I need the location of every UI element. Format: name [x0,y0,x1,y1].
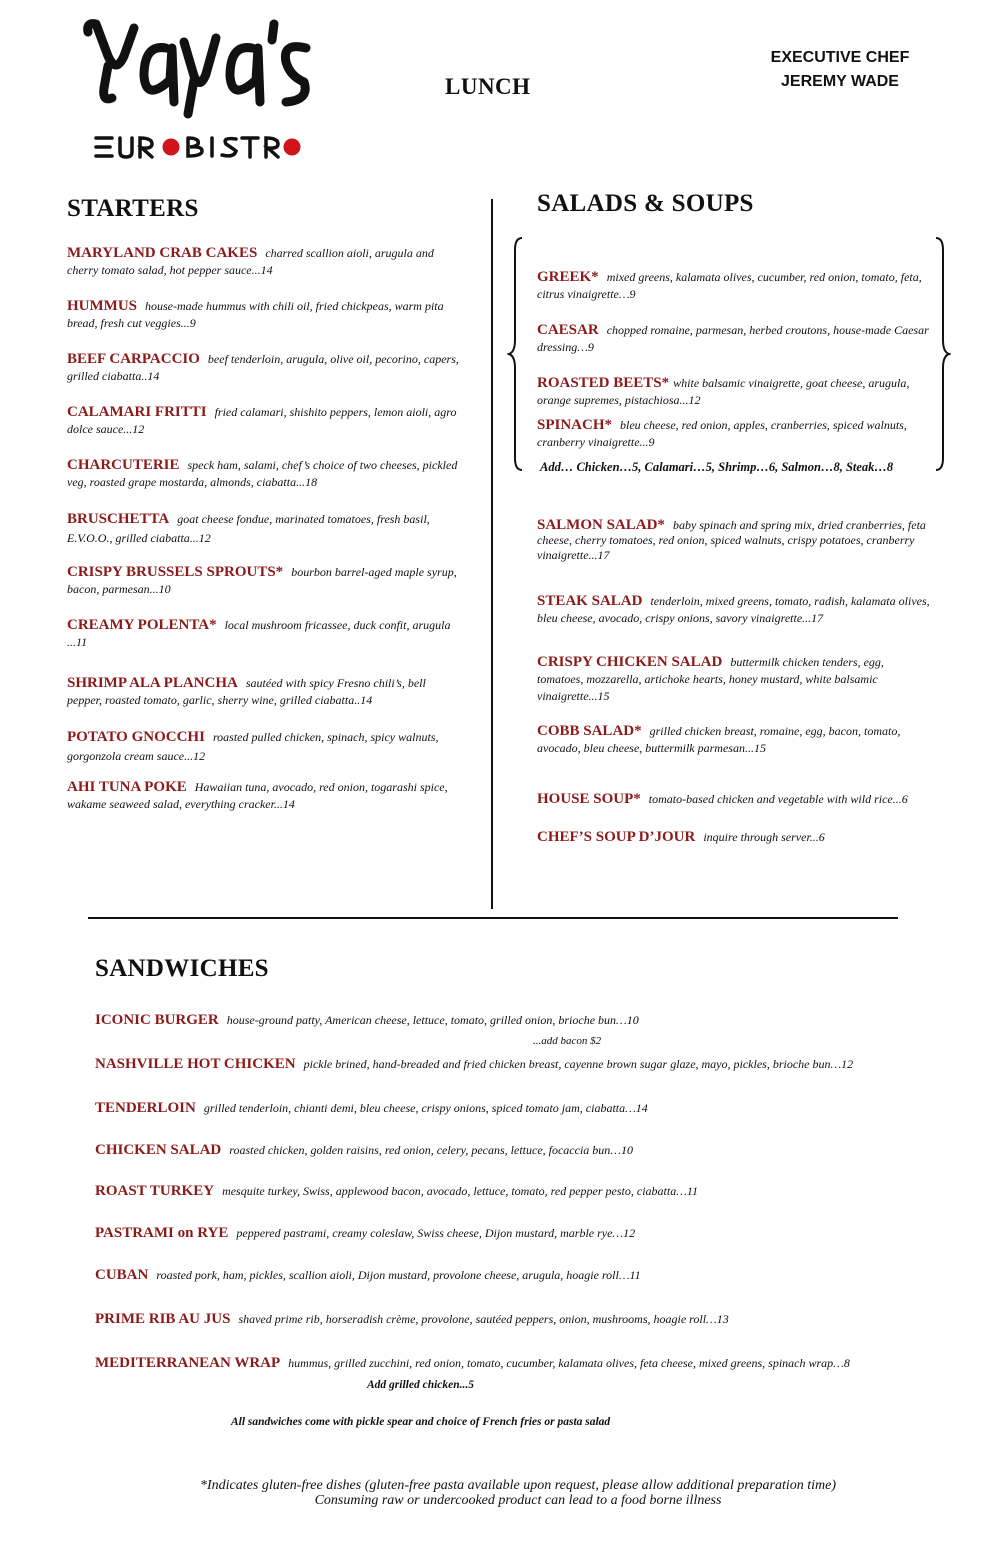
gluten-free-note: *Indicates gluten-free dishes (gluten-free pasta available upon request, please allow additional preparation time) [200,1478,836,1493]
menu-item: SPINACH* bleu cheese, red onion, apples, cranberries, spiced walnuts, cranberry vinaigrette...9 [537,417,907,449]
menu-item: HOUSE SOUP* tomato-based chicken and vegetable with wild rice...6 [537,791,908,807]
menu-item: NASHVILLE HOT CHICKEN pickle brined, hand-breaded and fried chicken breast, cayenne brown sugar glaze, mayo, pickles, brioche bun…12 [95,1056,854,1072]
menu-item: TENDERLOIN grilled tenderloin, chianti demi, bleu cheese, crispy onions, spiced tomato jam, ciabatta…14 [95,1100,648,1116]
menu-item: CUBAN roasted pork, ham, pickles, scallion aioli, Dijon mustard, provolone cheese, arugula, hoagie roll…11 [95,1267,641,1283]
menu-item: CREAMY POLENTA* local mushroom fricassee, duck confit, arugula ...11 [67,617,451,649]
logo-script-mark [82,18,314,128]
menu-item: SALMON SALAD* baby spinach and spring mix, dried cranberries, feta cheese, cherry tomatoes, red onion, spiced walnuts, crispy potatoes, cranberry vinaigrette...17 [537,517,926,562]
chef-title: EXECUTIVE CHEF [770,49,910,66]
menu-item: CAESAR chopped romaine, parmesan, herbed croutons, house-made Caesar dressing…9 [537,322,929,354]
logo-subtext [92,134,302,160]
salads-soups-heading: SALADS & SOUPS [537,190,754,217]
menu-item: ROAST TURKEY mesquite turkey, Swiss, applewood bacon, avocado, lettuce, tomato, red pepper pesto, ciabatta…11 [95,1183,698,1199]
chef-credit [740,46,940,94]
column-divider [491,199,493,909]
right-brace [933,236,951,472]
raw-food-warning: Consuming raw or undercooked product can lead to a food borne illness [314,1493,722,1508]
wrap-addon-note: Add grilled chicken...5 [367,1379,475,1391]
menu-item: CHICKEN SALAD roasted chicken, golden raisins, red onion, celery, pecans, lettuce, focaccia bun…10 [95,1142,633,1158]
menu-item: BRUSCHETTA goat cheese fondue, marinated tomatoes, fresh basil, E.V.O.O., grilled ciabatta...12 [67,511,430,545]
menu-item: POTATO GNOCCHI roasted pulled chicken, spinach, spicy walnuts, gorgonzola cream sauce...12 [67,729,439,763]
section-divider [88,917,898,919]
menu-item: CHARCUTERIE speck ham, salami, chef’s choice of two cheeses, pickled veg, roasted grape mostarda, almonds, ciabatta...18 [67,457,458,489]
menu-item: PRIME RIB AU JUS shaved prime rib, horseradish crème, provolone, sautéed peppers, onion, mushrooms, hoagie roll…13 [95,1311,729,1327]
menu-title: LUNCH [445,74,531,99]
left-brace [507,236,525,472]
menu-item: COBB SALAD* grilled chicken breast, romaine, egg, bacon, tomato, avocado, bleu cheese, buttermilk parmesan...15 [537,723,901,755]
menu-item: MARYLAND CRAB CAKES charred scallion aioli, arugula and cherry tomato salad, hot pepper sauce...14 [67,245,434,277]
menu-item: STEAK SALAD tenderloin, mixed greens, tomato, radish, kalamata olives, bleu cheese, avocado, crispy onions, savory vinaigrette...17 [537,593,930,625]
chef-name: JEREMY WADE [781,73,899,90]
menu-item: BEEF CARPACCIO beef tenderloin, arugula, olive oil, pecorino, capers, grilled ciabatta..14 [67,351,459,383]
menu-item: MEDITERRANEAN WRAP hummus, grilled zucchini, red onion, tomato, cucumber, kalamata olives, feta cheese, mixed greens, spinach wrap…8 [95,1355,850,1371]
starters-heading: STARTERS [67,195,199,222]
salad-addon-note: Add… Chicken…5, Calamari…5, Shrimp…6, Salmon…8, Steak…8 [540,460,894,474]
menu-item: AHI TUNA POKE Hawaiian tuna, avocado, red onion, togarashi spice, wakame seaweed salad, everything cracker...14 [67,779,448,811]
menu-item: CHEF’S SOUP D’JOUR inquire through server...6 [537,829,825,845]
logo [82,18,314,128]
menu-item: HUMMUS house-made hummus with chili oil, fried chickpeas, warm pita bread, fresh cut veggies...9 [67,298,444,330]
sandwiches-heading: SANDWICHES [95,955,269,982]
menu-item: ICONIC BURGER house-ground patty, American cheese, lettuce, tomato, grilled onion, brioche bun…10 [95,1012,639,1028]
menu-item: GREEK* mixed greens, kalamata olives, cucumber, red onion, tomato, feta, citrus vinaigrette…9 [537,269,922,301]
menu-item: SHRIMP ALA PLANCHA sautéed with spicy Fresno chili’s, bell pepper, roasted tomato, garlic, sherry wine, grilled ciabatta..14 [67,675,426,707]
bacon-addon-note: ...add bacon $2 [533,1035,602,1047]
menu-item: PASTRAMI on RYE peppered pastrami, creamy coleslaw, Swiss cheese, Dijon mustard, marble rye…12 [95,1225,636,1241]
menu-item: CRISPY BRUSSELS SPROUTS* bourbon barrel-aged maple syrup, bacon, parmesan...10 [67,564,457,596]
menu-item: CRISPY CHICKEN SALAD buttermilk chicken tenders, egg, tomatoes, mozzarella, artichoke hearts, honey mustard, white balsamic vinaigrette...15 [537,654,884,703]
menu-item: CALAMARI FRITTI fried calamari, shishito peppers, lemon aioli, agro dolce sauce...12 [67,404,457,436]
menu-item: ROASTED BEETS* white balsamic vinaigrette, goat cheese, arugula, orange supremes, pistachiosa...12 [537,375,910,407]
sides-note: All sandwiches come with pickle spear and choice of French fries or pasta salad [231,1416,611,1428]
